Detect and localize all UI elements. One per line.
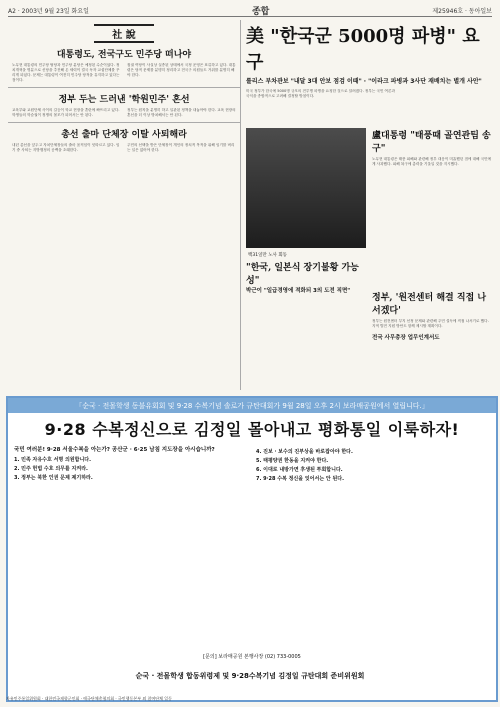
header-date: A2 · 2003년 9월 23일 화요일 (8, 7, 89, 15)
ad-top-line: 「순국 · 전몰학생 동불유회회 및 9·28 수복기념 솔로가 규탄대회가 9월 28일 오후 2시 보라매공원에서 열립니다.」 (8, 398, 496, 413)
editorial-body-2 (12, 108, 236, 118)
ad-item: 4. 진보 · 보수의 진부상을 바로잡아야 한다. (256, 449, 353, 455)
economy-story (246, 260, 366, 294)
editorial-text: 정부는 원칙을 분명히 하고 일관된 정책을 내놓아야 한다. 교육 현장의 혼선을 더 이상 방치해서는 안 된다. (127, 108, 236, 117)
ad-item: 7. 9·28 수복 정신을 잊어서는 안 된다. (256, 476, 345, 482)
editorial-column (8, 20, 241, 390)
economy-headline: "한국, 일본식 장기불황 가능성" (246, 263, 359, 286)
main-headline: 美 "한국군 5000명 파병" 요구 (246, 26, 480, 73)
editorial-headline-2: 정부 두는 드러낸 '학원민주' 혼선 (58, 95, 190, 105)
ad-sponsors: 자유민주통일위원회 · 대한민국재향군인회 · 애국단체총협의회 · 국민행동본부 외 참여단체 일동 (6, 696, 172, 701)
editorial-text: 교육부와 교원단체 사이의 갈등이 학교 현장을 혼란에 빠뜨리고 있다. 학생들의 학습권이 정쟁의 볼모가 되어서는 안 된다. (12, 108, 120, 117)
ad-item: 3. 정부는 북한 인권 문제 제기하라. (14, 475, 93, 481)
ad-item: 6. 이대로 내방가면 후생된 투회합니다. (256, 467, 343, 473)
right-headline: 정부, '원전센터 해결 직접 나서겠다' (372, 293, 487, 316)
editorial-body-1 (12, 63, 236, 83)
ad-question: 국민 여러분! 9·28 서울수복을 아는가? 공산군 · 6·25 남침 지도장을 아시습니까? (14, 447, 215, 453)
photo-caption: 백31일만 노사 회동 (248, 253, 288, 258)
economy-subline: 박근이 "일급경영에 적화되 3의 도전 직면" (246, 288, 351, 294)
right-story (372, 290, 492, 341)
main-subheadline: 롤리스 부차관보 "내달 3대 안보 점검 이때" · "이라크 파병과 3사단 재배치는 별개 사안" (246, 78, 482, 85)
ad-item: 2. 민주 헌법 수호 의무를 지켜라. (14, 466, 88, 472)
ad-item: 1. 민족 자유수호 서명 의원합니다. (14, 457, 92, 463)
main-article-text: 미국 정부가 한국에 5000명 규모의 전투병 파병을 요청한 것으로 알려졌다. 정부는 국민 여론과 국익을 종합적으로 고려해 결정할 방침이다. (246, 89, 395, 98)
page-header (8, 4, 492, 17)
editorial-body-3 (12, 143, 236, 153)
editorial-label-box (94, 24, 154, 43)
ad-organizer: 순국 · 전몰학생 합동위령제 및 9·28수복기념 김정일 규탄대회 준비위원회 (135, 672, 365, 680)
right-text: 정부는 원전센터 부지 선정 문제와 관련해 주민 설득에 직접 나서기로 했다. 지역 발전 지원 방안도 함께 제시할 계획이다. (372, 319, 489, 328)
side-story (372, 128, 492, 167)
section-title: 종합 (251, 6, 270, 17)
editorial-text: 집권 여당이 사실상 실종된 상태에서 국정 운영은 표류하고 있다. 대통령은 당적 문제를 분명히 정리하고 전국구 의원들도 거취를 분명히 해야 한다. (127, 63, 236, 77)
advertisement-box (6, 396, 498, 702)
editorial-label: 社 說 (112, 30, 136, 41)
ad-body (14, 447, 490, 485)
ad-item: 5. 태평양권 한동을 지켜야 한다. (256, 458, 329, 464)
editorial-text: 내년 총선을 앞두고 자치단체장들의 출마 움직임이 잇따르고 있다. 임기 중 사퇴는 지방행정의 공백을 초래한다. (12, 143, 120, 152)
editorial-text: 주민의 선택을 받은 단체장이 개인의 정치적 목적을 위해 임기를 버리는 일은 없어야 한다. (127, 143, 235, 152)
editorial-headline-1: 대통령도, 전국구도 민주당 떠나야 (56, 50, 192, 60)
header-issue: 제25946호 · 동아일보 (432, 7, 492, 15)
editorial-headline-3: 총선 출마 단체장 이탈 사퇴해라 (61, 130, 187, 140)
side-text: 노무현 대통령은 태풍 피해와 관련해 정부 대응이 미흡했던 점에 대해 국민에게 사과했다. 피해 복구에 총력을 기울일 것을 지시했다. (372, 157, 492, 166)
ad-column-right (256, 447, 490, 485)
news-photo (246, 128, 366, 248)
side-headline: 盧대통령 "태풍때 골연관팀 송구" (372, 131, 491, 154)
ad-contact: [문의] 보라매공원 본행사장 (02) 733-0005 (203, 654, 301, 660)
editorial-text: 노무현 대통령의 민주당 탈당과 민주당 분당은 예정된 수순이었다. 정치개혁을 명분으로 신당을 추진해 온 세력이 결국 독자 교섭단체를 꾸리게 되었다. 문제는 대통령이 여전히 민주당 당적을 유지하고 있다는 점이다. (12, 63, 120, 82)
ad-title: 9·28 수복정신으로 김정일 몰아내고 평화통일 이룩하자! (44, 420, 460, 439)
news-column (246, 20, 492, 390)
ad-column-left (14, 447, 248, 485)
right-small-headline: 전국 사무총장 업무인계서도 (372, 335, 440, 341)
